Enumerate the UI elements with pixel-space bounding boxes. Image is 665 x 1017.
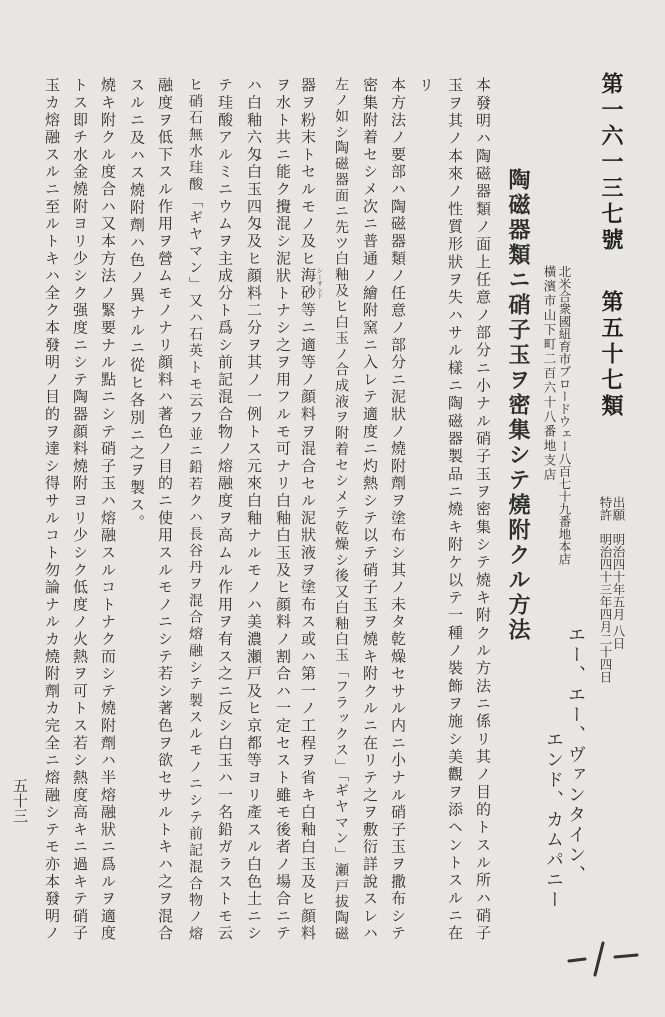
body-column: 融度ヲ低下スル作用ヲ營ムモノナリ顔料ハ著色ノ目的ニ使用スルモノニシテ若シ著色ヲ欲セサルトキハ之ヲ混合	[156, 77, 174, 940]
body-column-part: 等ニ適等ノ顔料ヲ混合セル泥狀液ヲ塗布ス或ハ第一ノ工程ヲ省キ白釉白玉及ヒ顔料	[299, 302, 317, 941]
application-date: 明治四十年五月 八日	[611, 533, 626, 650]
body-column: スルニ及ハス燒附劑ハ色ノ異ナルニ從ヒ各別ニ之ヲ製ス。	[128, 77, 146, 532]
body-column: 本發明ハ陶磁器類ノ面上任意ノ部分ニ小ナル硝子玉ヲ密集シテ燒キ附クル方法ニ係リ其ノ目的トスル所ハ硝子	[474, 77, 492, 940]
applicant-address-branch: 橫濱市山下町二百六十八番地支店	[542, 265, 557, 483]
body-column: テ珪酸アルミニウムヲ主成分ト爲シ前記混合物ノ熔融度ヲ高ムル作用ヲ有ス之ニ反シ白玉ハ一名鉛ガラストモ云	[216, 77, 234, 941]
body-column	[299, 77, 323, 941]
grant-label: 特許	[598, 496, 613, 521]
body-column: 燒キ附クル度合ハ又本方法ノ緊要ナル點ニシテ硝子玉ハ熔融スルコトナク而シテ燒附劑ハ半熔融狀ニ爲ルヲ適度	[99, 77, 117, 941]
application-label: 出願	[611, 496, 626, 521]
body-column: 左ノ如シ陶磁器面ニ先ツ白釉及ヒ白玉ノ合成液ヲ附着セシメテ乾燥シ後又白釉白玉「フラックス」「ギヤマン」瀬戸拔陶磁	[333, 77, 349, 940]
applicant-name-line2: エンド、カムパニー	[543, 730, 564, 910]
handwritten-mark	[565, 935, 645, 980]
body-column: リ	[417, 77, 435, 92]
body-column: ヲ水ト共ニ能ク攪混シ泥狀トナシ之ヲ用フルモ可ナリ白釉白玉及ヒ顔料ノ割合ハ一定セスト雖モ後者ノ場合ニテ	[274, 77, 292, 941]
ruby-base: 海砂	[299, 267, 317, 302]
applicant-address-main: 北米合衆國紐育市ブロードウェー八百七十九番地本店	[557, 265, 572, 565]
body-column: 本方法ノ要部ハ陶磁器類ノ任意ノ部分ニ泥狀ノ燒附劑ヲ塗布シ其ノ未タ乾燥セサル内ニ小ナル硝子玉ヲ撒布シテ	[389, 77, 407, 941]
body-column: 玉ヲ其ノ本來ノ性質形狀ヲ失ハサル樣ニ陶磁器製品ニ燒キ附ケ以テ一種ノ裝飾ヲ施シ美觀ヲ添ヘントスルニ在	[446, 77, 464, 940]
patent-class: 第五十七類	[598, 290, 624, 420]
page-number: 五十三	[11, 778, 29, 823]
document-title: 陶磁器類ニ硝子玉ヲ密集シテ燒附クル方法	[505, 168, 531, 643]
body-column: 玉カ熔融スルニ至ルトキハ全ク本發明ノ目的ヲ達シ得サルコト勿論ナルカ燒附劑カ完全ニ熔融シテモ亦本發明ノ	[43, 77, 61, 940]
ruby-annotation	[299, 267, 323, 302]
body-column-part: 器ヲ粉末トセルモノ及ヒ	[299, 77, 317, 268]
body-column: ハ白釉六匁白玉四匁及ヒ顔料二分ヲ其ノ一例トス元來白釉ナルモノハ美濃瀬戸及ヒ京都等ヨリ產スル白色土ニシ	[245, 77, 263, 940]
ruby-text: シーサンド	[315, 267, 323, 300]
body-column: ヒ硝石無水珪酸「ギヤマン」又ハ石英トモ云フ並ニ鉛若クハ長谷丹ヲ混合熔融シテ製スルモノニシテ前記混合物ノ熔	[187, 77, 203, 940]
body-column: 密集附着セシメ次ニ普通ノ繪附窯ニ入レテ適度ニ灼熱シテ以テ硝子玉ヲ燒キ附クルニ在リテ之ヲ敷衍詳說スレハ	[361, 77, 379, 941]
applicant-name-line1: エー、エー、ヴァンタイン、	[565, 625, 586, 885]
grant-date: 明治四十三年四月二十四日	[598, 533, 613, 683]
patent-number: 第一六一三七號	[598, 72, 624, 254]
body-column: トス即チ水金燒附ヨリ少シク强度ニシテ陶器顔料燒附ヨリ少シク低度ノ火熱ヲ可トス若シ熱度高キニ過キテ硝子	[71, 77, 89, 940]
